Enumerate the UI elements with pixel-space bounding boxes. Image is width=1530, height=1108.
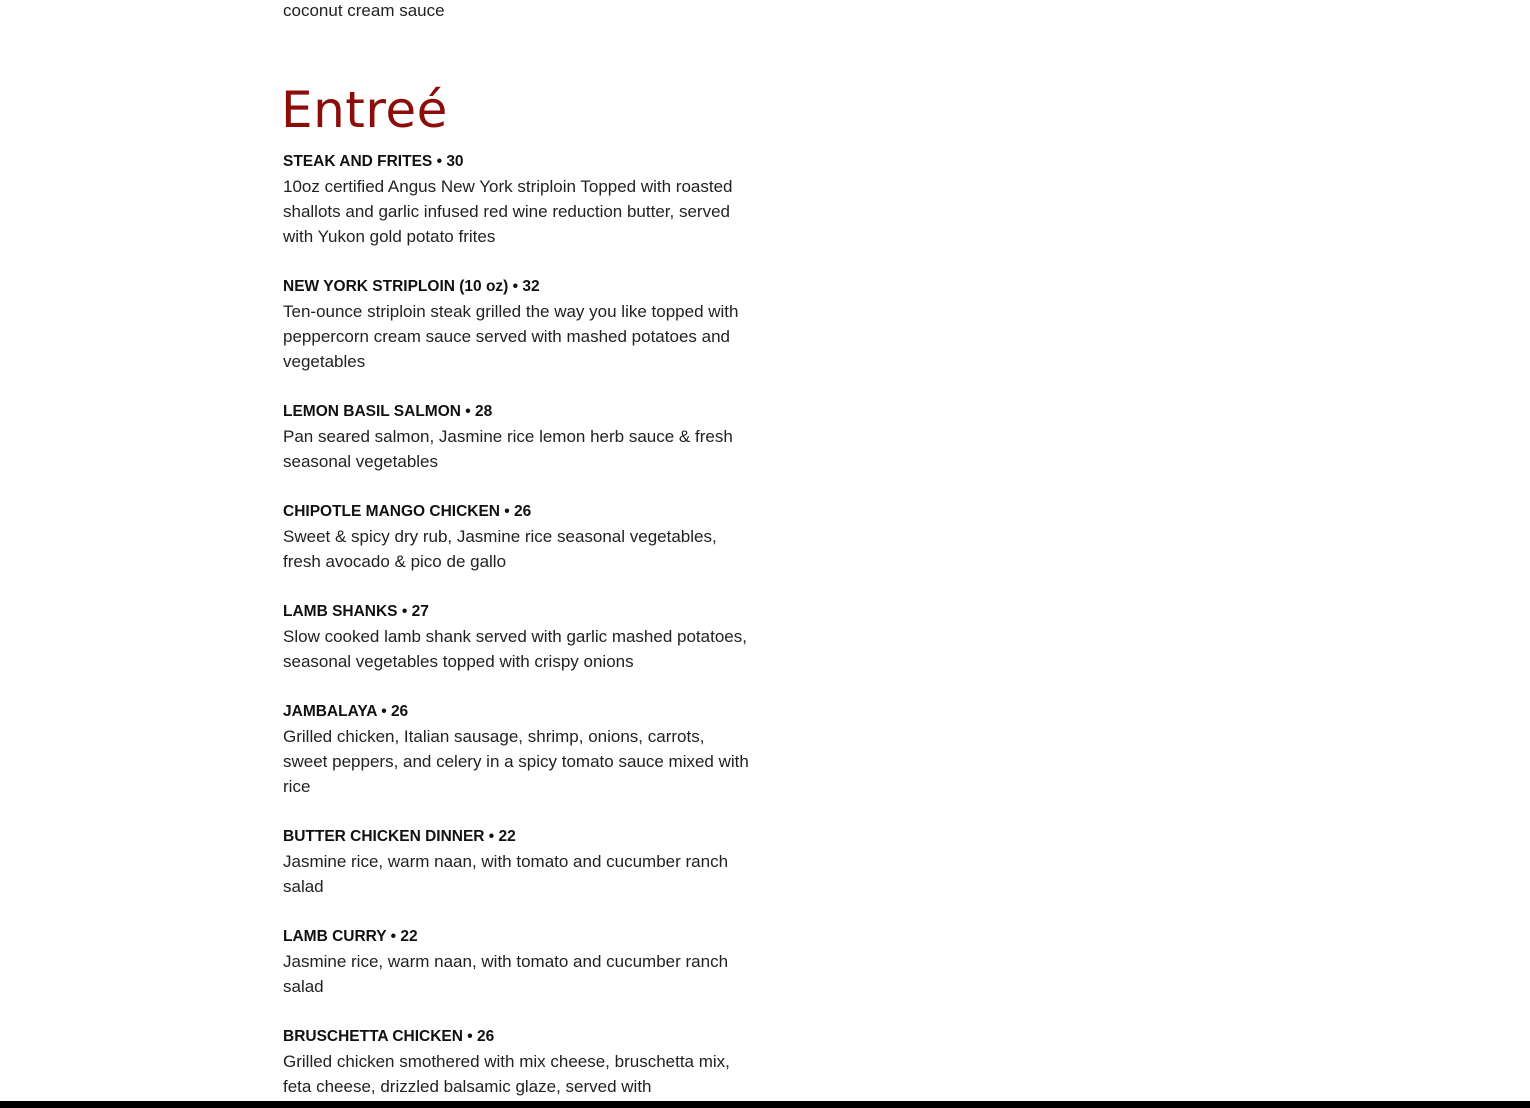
menu-item-description: 10oz certified Angus New York striploin Topped with roasted shallots and garlic infused red wine reduction butter, served with Yukon gold potato frites: [283, 177, 733, 246]
menu-item-heading: [283, 824, 753, 849]
menu-item-price: 30: [446, 153, 464, 170]
menu-item-name: JAMBALAYA: [283, 703, 377, 720]
menu-item-heading: [283, 399, 753, 424]
menu-item-heading: [283, 499, 753, 524]
menu-item: [283, 599, 753, 674]
menu-item-separator: •: [508, 278, 523, 295]
menu-item-description: Slow cooked lamb shank served with garlic mashed potatoes, seasonal vegetables topped with crispy onions: [283, 627, 747, 671]
previous-item-description: coconut cream sauce: [283, 1, 445, 20]
menu-item: [283, 924, 753, 999]
menu-item-separator: •: [432, 153, 447, 170]
menu-item-separator: •: [397, 603, 412, 620]
menu-item-name: LAMB CURRY: [283, 928, 387, 945]
menu-item-heading: [283, 1024, 753, 1049]
menu-item-name: LEMON BASIL SALMON: [283, 403, 461, 420]
menu-item-separator: •: [386, 928, 401, 945]
menu-item-heading: [283, 699, 753, 724]
menu-item-separator: •: [484, 828, 499, 845]
menu-item: [283, 499, 753, 574]
menu-item-name: CHIPOTLE MANGO CHICKEN: [283, 503, 500, 520]
menu-item-heading: [283, 274, 753, 299]
menu-item-description: Ten-ounce striploin steak grilled the way you like topped with peppercorn cream sauce served with mashed potatoes and vegetables: [283, 302, 739, 371]
menu-item-price: 22: [498, 828, 516, 845]
menu-item-price: 26: [477, 1028, 495, 1045]
menu-item-description: Grilled chicken, Italian sausage, shrimp, onions, carrots, sweet peppers, and celery in a spicy tomato sauce mixed with rice: [283, 727, 749, 796]
menu-item-heading: [283, 599, 753, 624]
menu-item-separator: •: [462, 1028, 478, 1045]
bottom-edge-bar: [0, 1101, 1530, 1108]
menu-item: [283, 1024, 753, 1099]
menu-item-name: NEW YORK STRIPLOIN (10 oz): [283, 278, 509, 295]
menu-item-description: Jasmine rice, warm naan, with tomato and cucumber ranch salad: [283, 952, 729, 996]
menu-item-name: BRUSCHETTA CHICKEN: [283, 1028, 463, 1045]
menu-item-name: LAMB SHANKS: [283, 603, 398, 620]
menu-item: [283, 274, 753, 374]
menu-item-description: Pan seared salmon, Jasmine rice lemon herb sauce & fresh seasonal vegetables: [283, 427, 733, 471]
menu-item-price: 32: [522, 278, 540, 295]
menu-item: [283, 399, 753, 474]
menu-item-separator: •: [500, 503, 515, 520]
menu-item-price: 27: [411, 603, 429, 620]
menu-item: [283, 699, 753, 799]
section-title-entree: Entreé: [281, 81, 448, 139]
menu-item-separator: •: [460, 403, 476, 420]
menu-item-description: Jasmine rice, warm naan, with tomato and cucumber ranch salad: [283, 852, 729, 896]
menu-item-price: 22: [400, 928, 418, 945]
entree-menu-list: [283, 149, 753, 1108]
menu-item-name: BUTTER CHICKEN DINNER: [283, 828, 485, 845]
menu-item-description: Sweet & spicy dry rub, Jasmine rice seasonal vegetables, fresh avocado & pico de gallo: [283, 527, 717, 571]
menu-item-heading: [283, 924, 753, 949]
menu-item-heading: [283, 149, 753, 174]
menu-item-price: 28: [475, 403, 493, 420]
menu-item: [283, 149, 753, 249]
menu-item: [283, 824, 753, 899]
menu-item-name: STEAK AND FRITES: [283, 153, 433, 170]
menu-item-description: Grilled chicken smothered with mix cheese, bruschetta mix, feta cheese, drizzled balsamic glaze, served with: [283, 1052, 730, 1096]
menu-item-separator: •: [376, 703, 391, 720]
menu-item-price: 26: [390, 703, 409, 720]
menu-item-price: 26: [514, 503, 532, 520]
